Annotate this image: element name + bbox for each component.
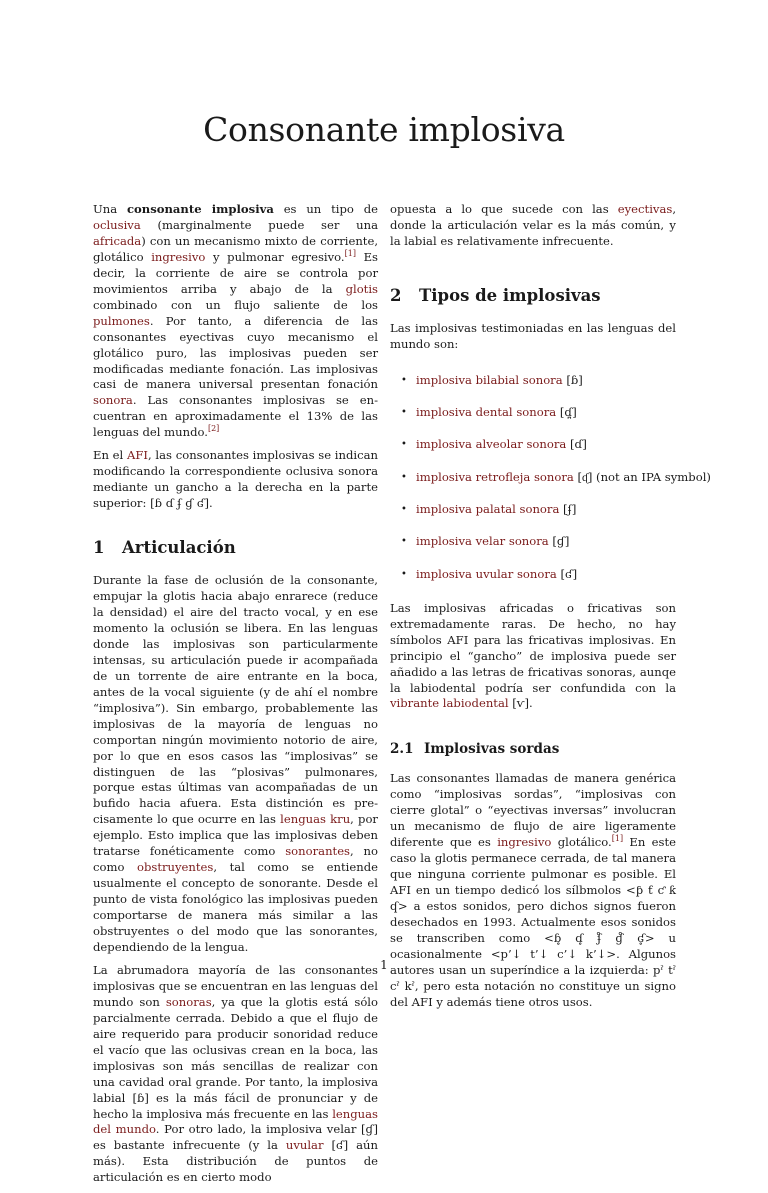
text: (marginalmente puede ser una xyxy=(140,217,378,232)
text: En el xyxy=(93,448,127,463)
link-obstruyentes[interactable]: obstruyentes xyxy=(136,860,214,875)
subsection-heading-sordas xyxy=(390,742,676,758)
text: [ⱱ]. xyxy=(508,696,533,711)
bullet-icon: • xyxy=(401,536,407,548)
articulacion-paragraph-1 xyxy=(93,573,378,956)
text: La abrumadora mayoría de las consonantes implosivas que se encuentran en las lenguas del mundo son xyxy=(93,962,378,1009)
link-uvular-sonora[interactable]: implosiva uvular sonora xyxy=(416,566,557,581)
intro-paragraph-1 xyxy=(93,202,378,441)
text: Las consonantes llamadas de manera genérica como “implosivas sordas”, “implosivas con cierre glotal” o “eyectivas inversas” involucran un mecanismo de flujo de aire ligeramente diferente que es xyxy=(390,771,676,850)
text: Las implosivas africadas o fricativas son extremadamente raras. De hecho, no hay símbolos AFI para las fricativas implosivas. En principio el “gancho” de implosiva puede ser añadido a las letras de fricativas sonoras, aunqe la labiodental podría ser confundida con la xyxy=(390,600,676,695)
intro-paragraph-2 xyxy=(93,448,378,512)
link-sonora[interactable]: sonora xyxy=(93,393,133,408)
link-lenguas-kru[interactable]: lenguas kru xyxy=(280,812,351,827)
page-title: Consonante implosiva xyxy=(203,110,565,149)
tipos-intro-paragraph: Las implosivas testimoniadas en las lenguas del mundo son: xyxy=(390,320,676,351)
text: [ʛ] aún más). Esta distribución de puntos de articulación es en cierto modo xyxy=(93,1138,378,1185)
page-number: 1 xyxy=(380,958,388,972)
left-column xyxy=(93,202,378,1193)
text: es un tipo de xyxy=(273,202,378,216)
text: glotálico. xyxy=(551,835,612,850)
link-velar[interactable]: implosiva velar sonora xyxy=(416,534,549,549)
bullet-icon: • xyxy=(401,439,407,451)
subsection-title: Implosivas sordas xyxy=(424,741,560,758)
text: [ᶑ] (not an IPA symbol) xyxy=(573,469,711,484)
link-africada[interactable]: africada xyxy=(93,233,142,248)
text: ) con un mecanismo mixto de corriente, glotálico xyxy=(93,233,378,264)
link-pulmones[interactable]: pulmones xyxy=(93,313,150,328)
section-heading-articulacion xyxy=(93,540,378,556)
link-glotis[interactable]: glotis xyxy=(345,281,378,296)
list-item xyxy=(390,437,676,453)
link-lenguas-del-mundo[interactable]: lenguas del mundo xyxy=(93,1106,378,1137)
text: , las consonantes implosivas se indican modificando la correspondiente oclusiva sonora mediante un gancho a la derecha en la parte superior: [ɓ ɗ ʄ ɠ ʛ]. xyxy=(93,448,378,511)
text: En este caso la glotis permanece cerrada, de tal manera que ninguna corriente pulmonar es posible. El AFI en un tiempo dedicó los sílbmolos <ƥ ƭ ƈ ƙ ʠ> a estos sonidos, pero dichos signos fueron desechados en 1993. Actualmente esos sonidos se transcriben como <ɓ̥ ɗ̥ ʄ̊ ɠ̊ ʛ̥> u ocasionalmente <p’↓ t’↓ c’↓ k’↓>. Algunos autores usan un superíndice a la izquierda: pˀ tˀ cˀ kˀ, pero esta notación no constituye un signo del AFI y además tiene otros usos. xyxy=(390,835,676,1009)
link-oclusiva[interactable]: oclusiva xyxy=(93,217,141,232)
link-afi[interactable]: AFI xyxy=(126,448,148,463)
list-item xyxy=(390,373,676,389)
bullet-icon: • xyxy=(401,374,407,386)
list-item xyxy=(390,405,676,421)
text: [ɗ] xyxy=(566,437,587,452)
list-item xyxy=(390,534,676,550)
link-bilabial[interactable]: implosiva bilabial sonora xyxy=(416,372,563,387)
link-ingresivo[interactable]: ingresivo xyxy=(151,249,206,264)
link-eyectivas[interactable]: eyectivas xyxy=(617,202,673,216)
text: [ɠ] xyxy=(548,534,570,549)
term-bold: consonante implosiva xyxy=(126,202,274,216)
list-item xyxy=(390,502,676,518)
link-uvular[interactable]: uvular xyxy=(285,1138,324,1153)
bullet-icon: • xyxy=(401,407,407,419)
link-dental[interactable]: implosiva dental sonora xyxy=(416,405,557,420)
bullet-icon: • xyxy=(401,504,407,516)
text: , no como xyxy=(93,844,378,875)
text: , donde la articulación velar es la más común, y la labial es relativamente infrecuente. xyxy=(390,202,676,248)
africadas-paragraph xyxy=(390,601,676,713)
link-retrofleja[interactable]: implosiva retrofleja sonora xyxy=(416,469,574,484)
text: . Por otro lado, la implosiva velar [ɠ] es bastante infrecuente (y la xyxy=(93,1122,378,1153)
text: [ʛ] xyxy=(556,566,578,581)
implosive-list xyxy=(390,372,711,583)
text: Es decir, la corriente de aire se controla por movimientos arriba y abajo de la xyxy=(93,249,378,296)
text: , ya que la glotis está sólo parcialmente cerrada. Debido a que el flujo de aire requerido para producir sonoridad reduce el vacío que las oclusivas crean en la boca, las implosivas son más sencillas de realizar con una cavidad oral grande. Por tanto, la implosiva labial [ɓ] es la más fácil de pronunciar y de hecho la implosiva más frecuente en las xyxy=(93,994,378,1121)
section-number: 1 xyxy=(93,538,105,558)
text: , por ejemplo. Esto implica que las implosivas deben tratarse fonéticamente como xyxy=(93,812,378,859)
list-item xyxy=(390,567,676,583)
text: opuesta a lo que sucede con las xyxy=(390,202,618,216)
section-heading-tipos xyxy=(390,285,676,305)
section-title: Tipos de implosivas xyxy=(419,285,601,305)
section-number: 2 xyxy=(390,285,402,305)
continuation-paragraph xyxy=(390,202,676,250)
link-ingresivo-2[interactable]: ingresivo xyxy=(497,835,552,850)
text: . Por tanto, a diferencia de las consonantes eyectivas cuyo mecanismo el glotálico puro, las implosivas pueden ser modificadas mediante fonación. Las implosivas casi de manera universal presentan fonación xyxy=(93,313,378,392)
link-sonorantes[interactable]: sonorantes xyxy=(285,844,351,859)
articulacion-paragraph-2 xyxy=(93,963,378,1186)
text: Durante la fase de oclusión de la consonante, empujar la glotis hacia abajo enrarece (reduce la densidad) el aire del tracto vocal, y en ese momento la oclusión se libera. En las lenguas donde las implosivas son particularmente intensas, su articulación puede ir acompañada de un torrente de aire entrante en la boca, antes de la vocal siguiente (y de ahí el nombre “implosiva”). Sin embargo, probablemente las implosivas de la mayoría de lenguas no comportan ningún movimiento notorio de aire, por lo que en esos casos las “implosivas” se distinguen de las “plosivas” pulmonares, porque estas últimas van acompañadas de un bufido hacia afuera. Esta distinción es precisamente lo que ocurre en las xyxy=(93,573,378,827)
link-alveolar[interactable]: implosiva alveolar sonora xyxy=(416,437,567,452)
right-column xyxy=(390,202,711,1018)
reference-1b[interactable]: [1] xyxy=(611,834,624,844)
link-palatal[interactable]: implosiva palatal sonora xyxy=(416,502,560,517)
bullet-icon: • xyxy=(401,568,407,580)
text: , tal como se entiende usualmente el concepto de sonorante. Desde el punto de vista fonológico las implosivas pueden comportarse de manera más similar a las obstruyentes o del modo que las sonorantes, dependiendo de la lengua. xyxy=(93,860,378,954)
link-sonoras[interactable]: sonoras xyxy=(165,994,212,1009)
section-title: Articulación xyxy=(122,538,236,558)
text: [ɗ̪] xyxy=(556,405,577,420)
text: [ɓ] xyxy=(562,372,583,387)
text: [ʄ] xyxy=(559,502,577,517)
text: combinado con un flujo saliente de los xyxy=(93,297,378,312)
list-item xyxy=(390,469,711,486)
reference-1[interactable]: [1] xyxy=(344,249,356,258)
sordas-paragraph xyxy=(390,771,676,1010)
link-vibrante-labiodental[interactable]: vibrante labiodental xyxy=(390,696,509,711)
bullet-icon: • xyxy=(401,471,407,483)
text: . Las consonantes implosivas se encuentran en aproximadamente el 13% de las lenguas del mundo. xyxy=(93,393,378,440)
text: Una xyxy=(93,202,127,216)
reference-2[interactable]: [2] xyxy=(207,424,220,434)
subsection-number: 2.1 xyxy=(390,741,414,758)
text: y pulmonar egresivo. xyxy=(205,249,345,264)
